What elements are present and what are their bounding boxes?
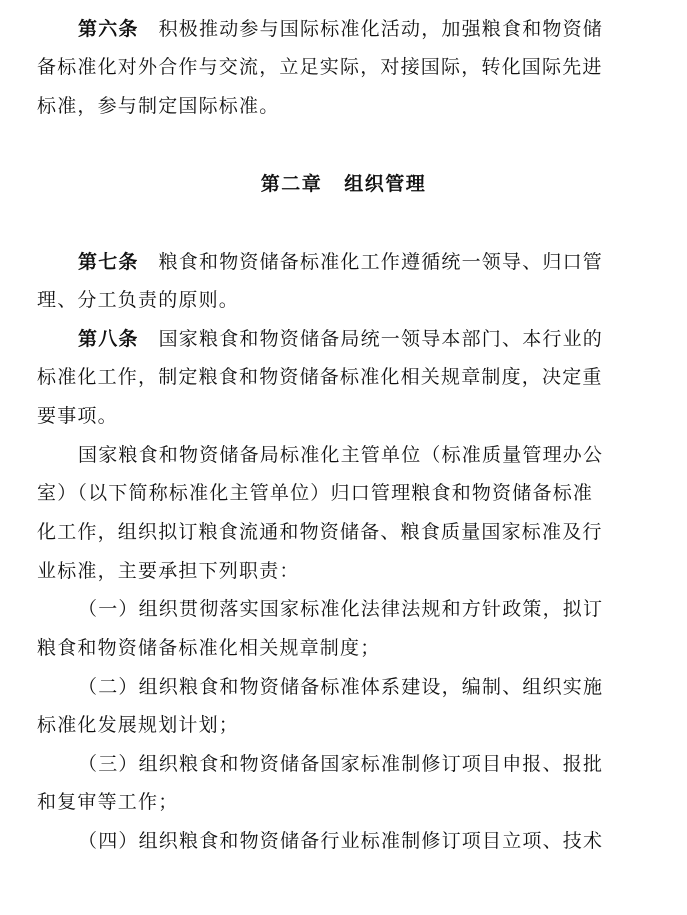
article6-line-1: [78, 17, 603, 41]
article6-label: 第六条: [78, 18, 139, 40]
article7-text-1: 粮食和物资储备标准化工作遵循统一领导、归口管: [158, 251, 604, 273]
main-unit-line-4: 业标准，主要承担下列职责：: [37, 560, 300, 582]
chapter-heading: [0, 172, 687, 196]
article8-label: 第八条: [78, 328, 139, 350]
article8-line-3: 要事项。: [37, 405, 118, 427]
article6-line-3: 标准，参与制定国际标准。: [37, 95, 280, 117]
main-unit-line-3: 化工作，组织拟订粮食流通和物资储备、粮食质量国家标准及行: [37, 521, 603, 543]
article8-line-2: 标准化工作，制定粮食和物资储备标准化相关规章制度，决定重: [37, 366, 603, 388]
article8-text-1: 国家粮食和物资储备局统一领导本部门、本行业的: [158, 328, 604, 350]
main-unit-line-2: 室）（以下简称标准化主管单位）归口管理粮食和物资储备标准: [37, 482, 594, 504]
article6-text-1: 积极推动参与国际标准化活动，加强粮食和物资储: [158, 18, 604, 40]
chapter-title: 组织管理: [344, 173, 427, 195]
duty-4-line-1: （四）组织粮食和物资储备行业标准制修订项目立项、技术: [78, 830, 604, 852]
article8-line-1: [78, 327, 603, 351]
main-unit-line-1: 国家粮食和物资储备局标准化主管单位（标准质量管理办公: [78, 444, 604, 466]
duty-1-line-1: （一）组织贯彻落实国家标准化法律法规和方针政策，拟订: [78, 598, 604, 620]
article7-line-2: 理、分工负责的原则。: [37, 289, 240, 311]
duty-3-line-2: 和复审等工作；: [37, 791, 179, 813]
duty-3-line-1: （三）组织粮食和物资储备国家标准制修订项目申报、报批: [78, 753, 604, 775]
duty-2-line-1: （二）组织粮食和物资储备标准体系建设，编制、组织实施: [78, 676, 604, 698]
article7-line-1: [78, 250, 603, 274]
article6-line-2: 备标准化对外合作与交流，立足实际，对接国际，转化国际先进: [37, 56, 603, 78]
article7-label: 第七条: [78, 251, 139, 273]
duty-1-line-2: 粮食和物资储备标准化相关规章制度；: [37, 637, 381, 659]
duty-2-line-2: 标准化发展规划计划；: [37, 714, 240, 736]
chapter-number: 第二章: [260, 173, 323, 195]
